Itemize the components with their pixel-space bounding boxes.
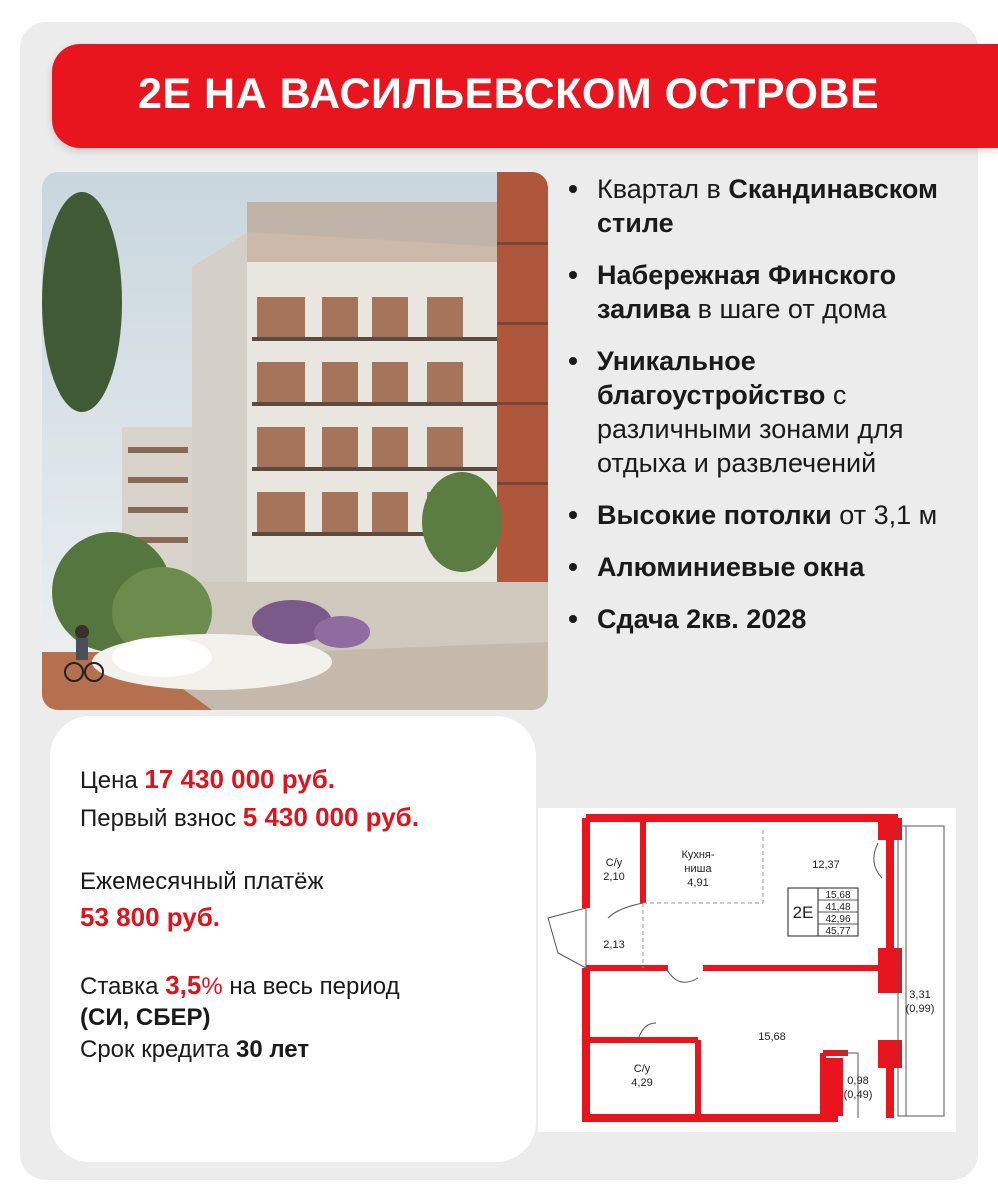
area-with-balcony: 45,77 xyxy=(825,926,851,937)
feature-item: Алюминиевые окна xyxy=(565,550,985,584)
room2-area: 15,68 xyxy=(758,1031,786,1043)
price-line: Цена 17 430 000 руб. xyxy=(80,764,336,794)
hall-area: 2,13 xyxy=(603,939,625,951)
rate-value: 3,5 xyxy=(165,970,202,1000)
price-value: 17 430 000 руб. xyxy=(144,764,336,794)
balcony2-reduced: (0,49) xyxy=(843,1089,873,1101)
pricing-panel xyxy=(50,716,536,1162)
monthly-value: 53 800 руб. xyxy=(80,902,221,932)
feature-list xyxy=(565,172,985,654)
feature-item: Набережная Финского залива в шаге от дома xyxy=(565,258,985,326)
bath1-area: 2,10 xyxy=(603,871,625,883)
area-common: 42,96 xyxy=(825,914,851,925)
building-photo xyxy=(42,172,548,710)
monthly-label: Ежемесячный платёж xyxy=(80,868,324,895)
bullet-icon xyxy=(569,615,577,623)
kitchen-label-1: Кухня- xyxy=(681,849,715,861)
balcony1-reduced: (0,99) xyxy=(905,1003,935,1015)
bullet-icon xyxy=(569,511,577,519)
bullet-icon xyxy=(569,185,577,193)
area-total: 15,68 xyxy=(825,890,851,901)
page-title: 2Е НА ВАСИЛЬЕВСКОМ ОСТРОВЕ xyxy=(138,70,880,118)
banks-line: (СИ, СБЕР) xyxy=(80,1004,211,1031)
feature-item: Квартал в Скандинавском стиле xyxy=(565,172,985,240)
bullet-icon xyxy=(569,357,577,365)
term-line: Срок кредита 30 лет xyxy=(80,1036,310,1063)
room1-area: 12,37 xyxy=(812,859,840,871)
apt-code: 2Е xyxy=(792,903,814,922)
kitchen-label-2: ниша xyxy=(684,863,712,875)
balcony2-area: 0,98 xyxy=(847,1075,869,1087)
kitchen-area: 4,91 xyxy=(687,877,709,889)
term-value: 30 лет xyxy=(236,1036,310,1063)
feature-item: Сдача 2кв. 2028 xyxy=(565,602,985,636)
feature-item: Уникальное благоустройство с различными зонами для отдыха и развлечений xyxy=(565,344,985,480)
down-payment-value: 5 430 000 руб. xyxy=(242,802,419,832)
floor-plan xyxy=(538,808,956,1132)
area-living: 41,48 xyxy=(825,902,851,913)
feature-item: Высокие потолки от 3,1 м xyxy=(565,498,985,532)
bath1-label: С/у xyxy=(605,857,623,869)
bath2-label: С/у xyxy=(633,1063,651,1075)
bullet-icon xyxy=(569,271,577,279)
rate-line: Ставка 3,5% на весь период xyxy=(80,970,400,1000)
down-payment-line: Первый взнос 5 430 000 руб. xyxy=(80,802,419,832)
bath2-area: 4,29 xyxy=(631,1077,653,1089)
bullet-icon xyxy=(569,563,577,571)
balcony1-area: 3,31 xyxy=(909,989,931,1001)
title-banner xyxy=(52,44,998,148)
